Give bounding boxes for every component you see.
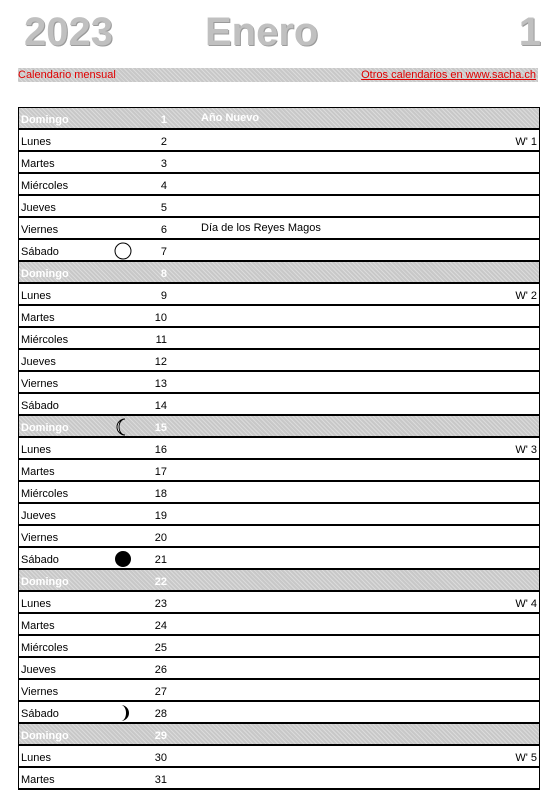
- weekday-label: Jueves: [21, 356, 56, 368]
- calendar-row: [19, 526, 539, 548]
- calendar-row: [19, 284, 539, 306]
- weekday-label: Miércoles: [21, 334, 69, 346]
- day-number: 16: [154, 444, 167, 456]
- calendar-row-sunday: [19, 724, 539, 746]
- calendar-row: [19, 504, 539, 526]
- weekday-label: Sábado: [21, 554, 59, 566]
- day-number: 8: [160, 268, 167, 280]
- calendar-row: [19, 438, 539, 460]
- day-number: 13: [154, 378, 167, 390]
- last-quarter-moon-icon: [114, 418, 132, 436]
- weekday-label: Lunes: [21, 752, 51, 764]
- day-number: 12: [154, 356, 167, 368]
- day-number: 28: [154, 708, 167, 720]
- weekday-label: Jueves: [21, 510, 56, 522]
- week-number: W' 5: [515, 752, 537, 764]
- calendar-row: [19, 702, 539, 724]
- new-moon-icon: [114, 550, 132, 568]
- weekday-label: Miércoles: [21, 642, 69, 654]
- calendar-row-sunday: [19, 108, 539, 130]
- calendar-table: [18, 107, 540, 790]
- calendar-row: [19, 152, 539, 174]
- calendar-row: [19, 746, 539, 768]
- weekday-label: Domingo: [21, 730, 69, 742]
- holiday-label: Año Nuevo: [201, 112, 260, 124]
- calendar-row: [19, 768, 539, 790]
- day-number: 5: [160, 202, 167, 214]
- holiday-label: Día de los Reyes Magos: [201, 222, 321, 234]
- weekday-label: Lunes: [21, 598, 51, 610]
- weekday-label: Domingo: [21, 114, 69, 126]
- calendar-row: [19, 614, 539, 636]
- day-number: 20: [154, 532, 167, 544]
- weekday-label: Martes: [21, 158, 55, 170]
- weekday-label: Jueves: [21, 202, 56, 214]
- day-number: 9: [160, 290, 167, 302]
- calendar-row: [19, 350, 539, 372]
- calendar-row-sunday: [19, 570, 539, 592]
- calendar-row: [19, 174, 539, 196]
- calendar-row-sunday: [19, 262, 539, 284]
- day-number: 17: [154, 466, 167, 478]
- full-moon-icon: [114, 242, 132, 260]
- weekday-label: Domingo: [21, 268, 69, 280]
- day-number: 23: [154, 598, 167, 610]
- day-number: 1: [160, 114, 167, 126]
- weekday-label: Martes: [21, 774, 55, 786]
- calendar-row-sunday: [19, 416, 539, 438]
- calendar-row: [19, 130, 539, 152]
- weekday-label: Sábado: [21, 708, 59, 720]
- calendar-row: [19, 482, 539, 504]
- calendar-row: [19, 680, 539, 702]
- day-number: 22: [154, 576, 167, 588]
- calendar-row: [19, 548, 539, 570]
- day-number: 26: [154, 664, 167, 676]
- month-number-title: 1: [518, 10, 541, 54]
- weekday-label: Martes: [21, 466, 55, 478]
- day-number: 7: [160, 246, 167, 258]
- weekday-label: Martes: [21, 312, 55, 324]
- calendar-row: [19, 394, 539, 416]
- day-number: 29: [154, 730, 167, 742]
- weekday-label: Miércoles: [21, 180, 69, 192]
- weekday-label: Viernes: [21, 378, 59, 390]
- calendar-type-label: Calendario mensual: [18, 69, 116, 81]
- weekday-label: Miércoles: [21, 488, 69, 500]
- week-number: W' 4: [515, 598, 537, 610]
- weekday-label: Viernes: [21, 224, 59, 236]
- calendar-row: [19, 240, 539, 262]
- month-title: Enero: [205, 10, 319, 54]
- weekday-label: Jueves: [21, 664, 56, 676]
- calendar-row: [19, 636, 539, 658]
- first-quarter-moon-icon: [114, 704, 132, 722]
- calendar-row: [19, 306, 539, 328]
- calendar-row: [19, 328, 539, 350]
- calendar-row: [19, 592, 539, 614]
- day-number: 6: [160, 224, 167, 236]
- weekday-label: Lunes: [21, 136, 51, 148]
- calendar-row: [19, 460, 539, 482]
- day-number: 15: [154, 422, 167, 434]
- weekday-label: Viernes: [21, 532, 59, 544]
- day-number: 10: [154, 312, 167, 324]
- day-number: 14: [154, 400, 167, 412]
- week-number: W' 3: [515, 444, 537, 456]
- year-title: 2023: [24, 10, 113, 54]
- day-number: 18: [154, 488, 167, 500]
- calendar-row: [19, 658, 539, 680]
- week-number: W' 2: [515, 290, 537, 302]
- weekday-label: Domingo: [21, 576, 69, 588]
- weekday-label: Sábado: [21, 246, 59, 258]
- calendar-row: [19, 218, 539, 240]
- weekday-label: Lunes: [21, 444, 51, 456]
- day-number: 24: [154, 620, 167, 632]
- weekday-label: Lunes: [21, 290, 51, 302]
- day-number: 27: [154, 686, 167, 698]
- calendar-row: [19, 196, 539, 218]
- weekday-label: Martes: [21, 620, 55, 632]
- day-number: 3: [160, 158, 167, 170]
- weekday-label: Sábado: [21, 400, 59, 412]
- weekday-label: Domingo: [21, 422, 69, 434]
- day-number: 31: [154, 774, 167, 786]
- day-number: 11: [155, 334, 167, 346]
- top-bar: [18, 68, 538, 82]
- other-calendars-link[interactable]: Otros calendarios en www.sacha.ch: [361, 69, 536, 81]
- day-number: 25: [154, 642, 167, 654]
- weekday-label: Viernes: [21, 686, 59, 698]
- day-number: 21: [154, 554, 167, 566]
- day-number: 30: [154, 752, 167, 764]
- day-number: 2: [160, 136, 167, 148]
- week-number: W' 1: [515, 136, 537, 148]
- day-number: 4: [160, 180, 167, 192]
- day-number: 19: [154, 510, 167, 522]
- calendar-row: [19, 372, 539, 394]
